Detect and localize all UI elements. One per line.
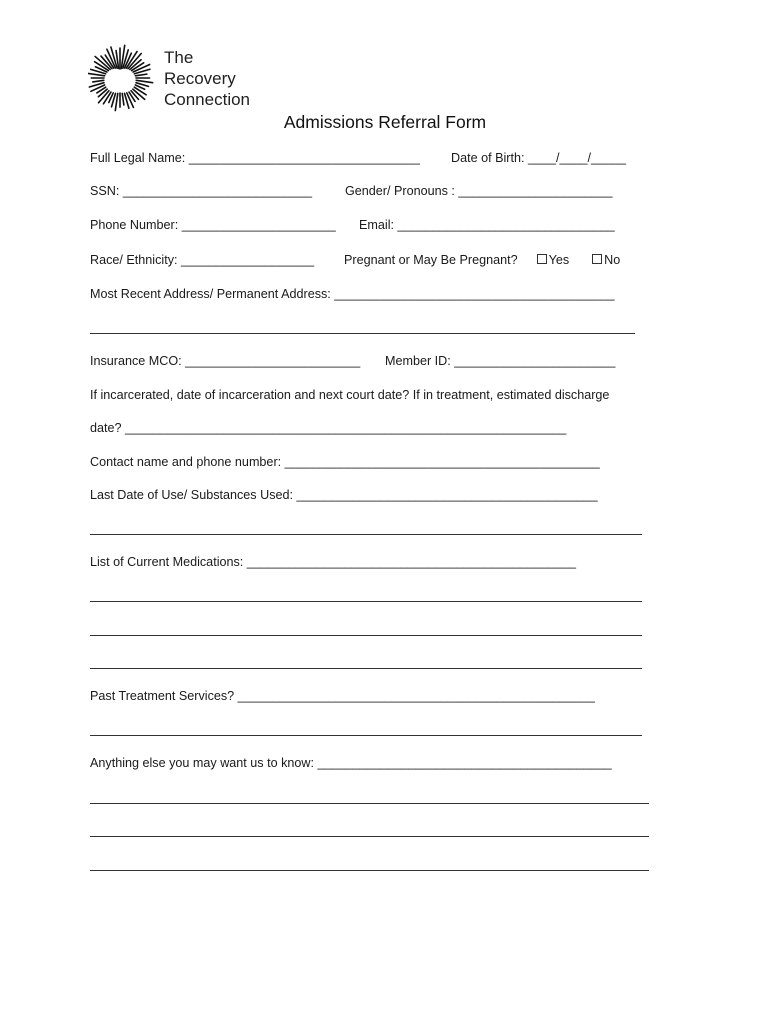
yes-label: Yes [548,253,570,267]
address-label: Most Recent Address/ Permanent Address: ________________________________________ [90,287,615,301]
anything-else-line-1[interactable] [90,803,649,804]
past-treatment-line[interactable] [90,735,642,736]
address-continuation-line[interactable] [90,333,635,334]
date-of-birth-label: Date of Birth: ____/____/_____ [451,151,627,165]
address-field[interactable] [90,287,614,301]
last-use-label: Last Date of Use/ Substances Used: ___________________________________________ [90,488,598,502]
anything-else-line-3[interactable] [90,870,649,871]
yes-checkbox[interactable] [537,254,547,264]
insurance-mco-field[interactable] [90,354,360,368]
medications-line-1[interactable] [90,601,642,602]
logo [88,44,268,114]
page-title [0,112,770,133]
logo-line-3: Connection [164,90,251,109]
ssn-label: SSN: ___________________________ [90,184,313,198]
pregnant-question [344,253,620,267]
logo-ray [93,80,104,82]
date-label: date? _______________________________________________________________ [90,421,567,435]
date-of-birth-field[interactable] [451,151,626,165]
contact-name-phone-label: Contact name and phone number: _____________________________________________ [90,455,600,469]
anything-else-label: Anything else you may want us to know: __________________________________________ [90,756,612,770]
contact-name-phone-field[interactable] [90,455,600,469]
last-use-continuation-line[interactable] [90,534,642,535]
ssn-field[interactable] [90,184,312,198]
full-legal-name-label: Full Legal Name: _________________________________ [90,151,420,165]
logo-ray [88,73,105,75]
last-use-field[interactable] [90,488,598,502]
sunburst-heart-icon [88,44,154,114]
logo-line-1: The [164,48,194,67]
medications-field[interactable] [90,555,576,569]
email-field[interactable] [359,218,615,232]
medications-label: List of Current Medications: _______________________________________________ [90,555,576,569]
gender-pronouns-label: Gender/ Pronouns : ______________________ [345,184,613,198]
logo-line-2: Recovery [164,69,236,88]
page-title-text: Admissions Referral Form [283,112,487,132]
email-label: Email: _______________________________ [359,218,615,232]
logo-ray [122,93,124,105]
medications-line-3[interactable] [90,668,642,669]
logo-ray [135,74,146,76]
race-ethnicity-label: Race/ Ethnicity: ___________________ [90,253,315,267]
date-field[interactable] [90,421,566,435]
insurance-mco-label: Insurance MCO: _________________________ [90,354,361,368]
member-id-label: Member ID: _______________________ [385,354,616,368]
past-treatment-field[interactable] [90,689,595,703]
phone-number-label: Phone Number: ______________________ [90,218,336,232]
race-ethnicity-field[interactable] [90,253,314,267]
incarceration-label: If incarcerated, date of incarceration and next court date? If in treatment, estimated discharge [90,388,610,402]
full-legal-name-field[interactable] [90,151,420,165]
pregnant-label: Pregnant or May Be Pregnant? [344,253,518,267]
logo-text [164,47,250,110]
anything-else-field[interactable] [90,756,612,770]
anything-else-line-2[interactable] [90,836,649,837]
no-checkbox[interactable] [592,254,602,264]
past-treatment-label: Past Treatment Services? ___________________________________________________ [90,689,595,703]
medications-line-2[interactable] [90,635,642,636]
logo-ray [136,80,152,82]
incarceration-question [90,388,609,402]
member-id-field[interactable] [385,354,615,368]
phone-number-field[interactable] [90,218,336,232]
gender-pronouns-field[interactable] [345,184,613,198]
no-label: No [604,253,621,267]
logo-ray [115,93,117,110]
